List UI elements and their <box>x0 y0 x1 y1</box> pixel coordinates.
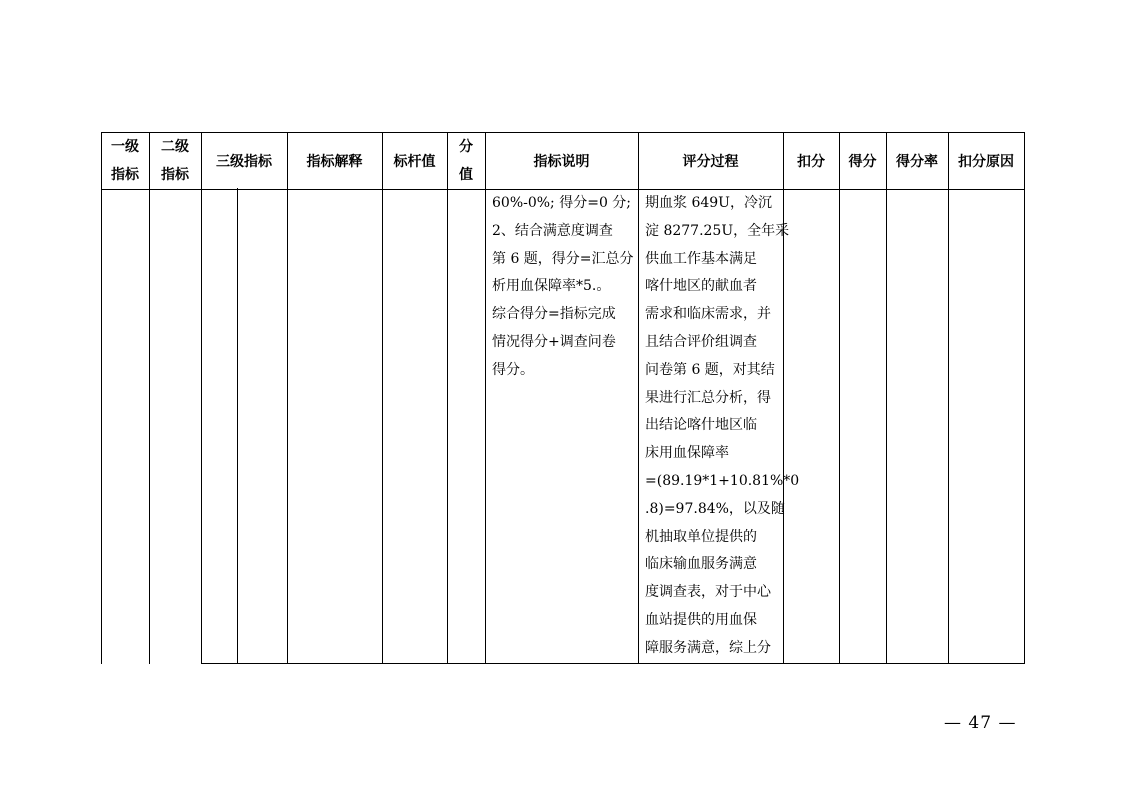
header-level1 <box>101 132 149 189</box>
header-reason: 扣分原因 <box>958 153 1014 170</box>
process-line: 且结合评价组调查 <box>645 333 757 350</box>
process-line: 问卷第 6 题，对其结 <box>645 361 775 378</box>
header-explanation: 指标解释 <box>306 153 363 170</box>
header-process: 评分过程 <box>682 153 739 170</box>
grid-line <box>1024 132 1025 664</box>
process-line: 供血工作基本满足 <box>645 250 757 267</box>
header-score-line2: 值 <box>459 166 473 183</box>
description-line: 第 6 题，得分=汇总分 <box>492 250 634 267</box>
process-line: 期血浆 649U，冷沉 <box>645 195 772 211</box>
grid-line <box>447 132 448 664</box>
process-line: 淀 8277.25U，全年采 <box>645 222 790 239</box>
process-cell <box>645 190 799 663</box>
page-number: — 47 — <box>944 713 1017 733</box>
header-deduction: 扣分 <box>797 153 825 170</box>
header-points: 得分 <box>848 153 877 170</box>
description-line: 综合得分=指标完成 <box>492 306 616 323</box>
grid-line <box>201 132 202 664</box>
header-rate: 得分率 <box>896 153 938 170</box>
grid-line <box>101 132 102 664</box>
table-bottom-border <box>201 663 1024 664</box>
grid-line <box>485 132 486 664</box>
header-level1-line1: 一级 <box>111 138 139 155</box>
process-line: 出结论喀什地区临 <box>645 417 757 434</box>
process-line: =(89.19*1+10.81%*0 <box>645 472 800 489</box>
header-level2 <box>149 132 201 189</box>
header-score <box>447 132 485 189</box>
description-line: 60%-0%; 得分=0 分; <box>492 195 632 211</box>
process-line: 血站提供的用血保 <box>645 611 757 628</box>
grid-line <box>886 132 887 664</box>
grid-line <box>237 188 238 664</box>
process-line: 喀什地区的献血者 <box>645 278 757 295</box>
process-line: 临床输血服务满意 <box>645 556 757 573</box>
header-level1-line2: 指标 <box>111 166 139 183</box>
process-line: .8)=97.84%，以及随 <box>645 500 785 517</box>
header-level2-line2: 指标 <box>161 166 189 183</box>
description-line: 情况得分+调查问卷 <box>492 333 616 350</box>
header-level3: 三级指标 <box>216 153 272 170</box>
process-line: 床用血保障率 <box>645 445 729 462</box>
description-cell <box>492 190 634 385</box>
header-score-line1: 分 <box>459 138 473 155</box>
description-line: 析用血保障率*5.。 <box>492 278 611 295</box>
grid-line <box>382 132 383 664</box>
process-line: 果进行汇总分析，得 <box>645 389 771 406</box>
grid-line <box>839 132 840 664</box>
process-line: 需求和临床需求，并 <box>645 306 771 323</box>
grid-line <box>149 132 150 664</box>
process-line: 度调查表，对于中心 <box>645 584 771 601</box>
grid-line <box>948 132 949 664</box>
grid-line <box>287 132 288 664</box>
description-line: 得分。 <box>492 361 534 378</box>
header-level2-line1: 二级 <box>161 138 189 155</box>
process-line: 机抽取单位提供的 <box>645 528 757 545</box>
header-benchmark: 标杆值 <box>393 153 436 170</box>
process-line: 障服务满意，综上分 <box>645 639 771 656</box>
header-description: 指标说明 <box>533 153 590 170</box>
grid-line <box>638 132 639 664</box>
description-line: 2、结合满意度调查 <box>492 222 613 239</box>
